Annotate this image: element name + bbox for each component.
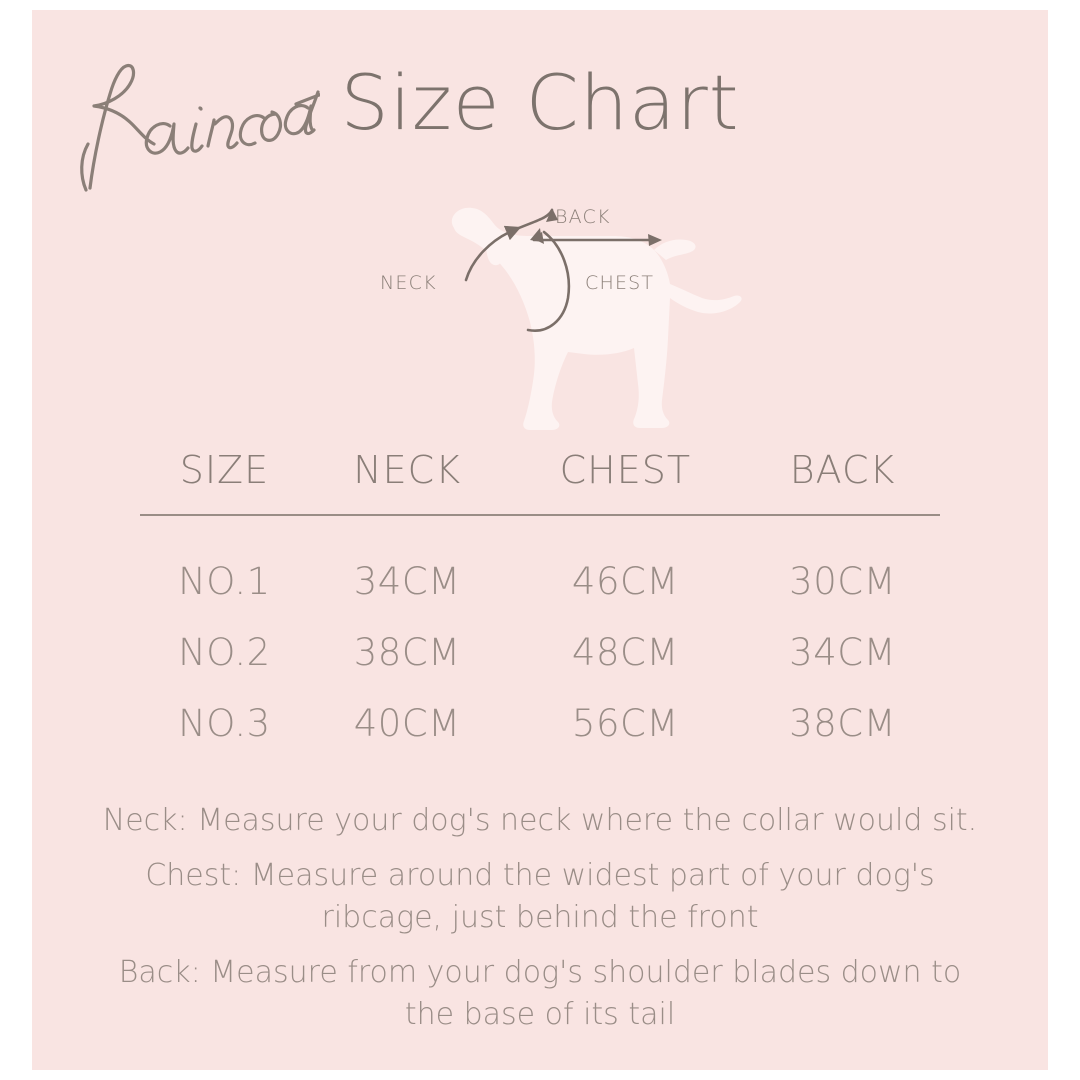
measurement-notes bbox=[92, 800, 988, 1049]
note-chest: Chest: Measure around the widest part of your dog's ribcage, just behind the front bbox=[145, 857, 935, 936]
table-row bbox=[140, 617, 940, 688]
cell-chest: 46CM bbox=[571, 560, 679, 603]
table-row bbox=[140, 515, 940, 617]
table-row bbox=[140, 688, 940, 759]
cell-back: 38CM bbox=[789, 702, 896, 745]
column-header-neck: NECK bbox=[353, 448, 462, 492]
cell-neck: 34CM bbox=[353, 560, 461, 603]
size-table bbox=[140, 440, 940, 759]
label-back: BACK bbox=[555, 206, 611, 228]
column-header-back: BACK bbox=[789, 448, 896, 492]
cell-chest: 48CM bbox=[571, 631, 679, 674]
cell-back: 34CM bbox=[789, 631, 896, 674]
size-chart-card bbox=[32, 10, 1048, 1070]
cell-size: NO.3 bbox=[178, 702, 271, 745]
table-header-row bbox=[140, 440, 940, 515]
cell-neck: 38CM bbox=[353, 631, 461, 674]
cell-back: 30CM bbox=[789, 560, 896, 603]
size-table-wrapper bbox=[140, 440, 940, 759]
column-header-chest: CHEST bbox=[559, 448, 692, 492]
cell-size: NO.2 bbox=[178, 631, 271, 674]
note-neck: Neck: Measure your dog's neck where the collar would sit. bbox=[102, 803, 978, 838]
cell-chest: 56CM bbox=[571, 702, 679, 745]
cell-neck: 40CM bbox=[353, 702, 461, 745]
column-header-size: SIZE bbox=[179, 448, 270, 492]
page-title: Size Chart bbox=[340, 58, 740, 147]
label-chest: CHEST bbox=[585, 272, 655, 294]
note-back: Back: Measure from your dog's shoulder blades down to the base of its tail bbox=[118, 954, 962, 1033]
cell-size: NO.1 bbox=[178, 560, 271, 603]
label-neck: NECK bbox=[380, 272, 437, 294]
